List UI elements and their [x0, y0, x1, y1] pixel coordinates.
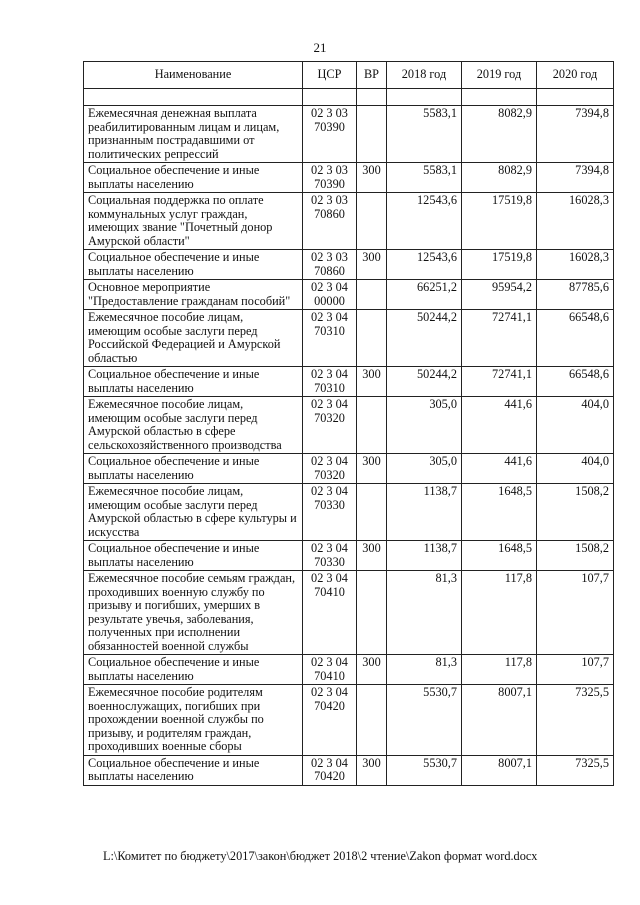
cell-name: Основное мероприятие "Предоставление гражданам пособий" — [84, 280, 303, 310]
cell-name: Ежемесячное пособие лицам, имеющим особые заслуги перед Российской Федерацией и Амурской областью — [84, 310, 303, 367]
cell-2018: 50244,2 — [387, 310, 462, 367]
cell-name: Социальное обеспечение и иные выплаты населению — [84, 163, 303, 193]
cell-2020: 7394,8 — [537, 106, 614, 163]
cell-2020: 1508,2 — [537, 541, 614, 571]
cell-2018: 66251,2 — [387, 280, 462, 310]
cell-2018: 50244,2 — [387, 367, 462, 397]
cell-2018: 12543,6 — [387, 193, 462, 250]
cell-name: Социальная поддержка по оплате коммунальных услуг граждан, имеющих звание "Почетный донор Амурской области" — [84, 193, 303, 250]
cell-vr — [357, 685, 387, 756]
table-row — [84, 571, 614, 655]
cell-vr: 300 — [357, 454, 387, 484]
cell-2019: 441,6 — [462, 397, 537, 454]
cell-name: Ежемесячное пособие лицам, имеющим особые заслуги перед Амурской областью в сфере культуры и искусства — [84, 484, 303, 541]
cell-2018: 5583,1 — [387, 106, 462, 163]
cell-2020: 66548,6 — [537, 310, 614, 367]
cell-vr: 300 — [357, 367, 387, 397]
cell-2019: 8007,1 — [462, 755, 537, 785]
cell-2018: 81,3 — [387, 655, 462, 685]
cell-csr: 02 3 04 70310 — [303, 310, 357, 367]
header-vr: ВР — [357, 62, 387, 89]
cell-vr — [357, 280, 387, 310]
cell-2020: 87785,6 — [537, 280, 614, 310]
cell-name: Ежемесячное пособие лицам, имеющим особые заслуги перед Амурской областью в сфере сельскохозяйственного производства — [84, 397, 303, 454]
cell-vr — [357, 310, 387, 367]
cell-vr: 300 — [357, 541, 387, 571]
cell-name: Социальное обеспечение и иные выплаты населению — [84, 250, 303, 280]
table-row — [84, 163, 614, 193]
cell-name: Ежемесячное пособие родителям военнослужащих, погибших при прохождении военной службы по призыву, и родителям граждан, проходивших военные сборы — [84, 685, 303, 756]
cell-2020: 107,7 — [537, 571, 614, 655]
cell-2018: 5530,7 — [387, 685, 462, 756]
table-row — [84, 541, 614, 571]
cell-2018: 1138,7 — [387, 484, 462, 541]
cell-2020: 7325,5 — [537, 755, 614, 785]
cell-2020: 7394,8 — [537, 163, 614, 193]
cell-name: Социальное обеспечение и иные выплаты населению — [84, 755, 303, 785]
cell-csr: 02 3 03 70390 — [303, 163, 357, 193]
cell-2020: 16028,3 — [537, 250, 614, 280]
cell-csr: 02 3 04 70310 — [303, 367, 357, 397]
table-row — [84, 655, 614, 685]
budget-table — [83, 61, 614, 786]
cell-2018: 1138,7 — [387, 541, 462, 571]
table-row — [84, 250, 614, 280]
cell-vr — [357, 397, 387, 454]
cell-csr: 02 3 04 00000 — [303, 280, 357, 310]
cell-2018: 12543,6 — [387, 250, 462, 280]
cell-csr: 02 3 04 70330 — [303, 541, 357, 571]
cell-name: Ежемесячное пособие семьям граждан, проходивших военную службу по призыву и погибших, умерших в результате увечья, заболевания, полученных при исполнении обязанностей военной службы — [84, 571, 303, 655]
table-row — [84, 685, 614, 756]
cell-name: Ежемесячная денежная выплата реабилитированным лицам и лицам, признанным пострадавшими от политических репрессий — [84, 106, 303, 163]
cell-csr: 02 3 04 70410 — [303, 571, 357, 655]
cell-vr: 300 — [357, 655, 387, 685]
cell-2020: 16028,3 — [537, 193, 614, 250]
cell-2018: 5583,1 — [387, 163, 462, 193]
cell-2019: 72741,1 — [462, 367, 537, 397]
cell-csr: 02 3 04 70420 — [303, 685, 357, 756]
cell-2018: 305,0 — [387, 454, 462, 484]
cell-vr — [357, 484, 387, 541]
cell-2019: 8082,9 — [462, 163, 537, 193]
cell-vr — [357, 193, 387, 250]
cell-2019: 117,8 — [462, 655, 537, 685]
spacer-row — [84, 89, 614, 106]
cell-2020: 7325,5 — [537, 685, 614, 756]
header-row — [84, 62, 614, 89]
cell-vr: 300 — [357, 250, 387, 280]
header-csr: ЦСР — [303, 62, 357, 89]
cell-2020: 66548,6 — [537, 367, 614, 397]
cell-2019: 1648,5 — [462, 484, 537, 541]
cell-2019: 8082,9 — [462, 106, 537, 163]
cell-2019: 441,6 — [462, 454, 537, 484]
table-row — [84, 310, 614, 367]
cell-name: Социальное обеспечение и иные выплаты населению — [84, 655, 303, 685]
cell-2018: 305,0 — [387, 397, 462, 454]
cell-2019: 1648,5 — [462, 541, 537, 571]
cell-2019: 17519,8 — [462, 193, 537, 250]
table-row — [84, 454, 614, 484]
cell-2020: 404,0 — [537, 397, 614, 454]
cell-2019: 17519,8 — [462, 250, 537, 280]
table-row — [84, 280, 614, 310]
header-name: Наименование — [84, 62, 303, 89]
table-row — [84, 106, 614, 163]
cell-2019: 72741,1 — [462, 310, 537, 367]
table-row — [84, 193, 614, 250]
table-row — [84, 397, 614, 454]
header-2018: 2018 год — [387, 62, 462, 89]
cell-2019: 95954,2 — [462, 280, 537, 310]
header-2020: 2020 год — [537, 62, 614, 89]
page-number: 21 — [313, 40, 327, 55]
cell-csr: 02 3 03 70860 — [303, 193, 357, 250]
cell-vr — [357, 106, 387, 163]
footer-file-path: L:\Комитет по бюджету\2017\закон\бюджет 2018\2 чтение\Zakon формат word.docx — [103, 849, 538, 863]
cell-2018: 5530,7 — [387, 755, 462, 785]
table-row — [84, 367, 614, 397]
cell-csr: 02 3 04 70320 — [303, 454, 357, 484]
cell-vr: 300 — [357, 755, 387, 785]
cell-2019: 117,8 — [462, 571, 537, 655]
cell-csr: 02 3 04 70320 — [303, 397, 357, 454]
cell-csr: 02 3 04 70330 — [303, 484, 357, 541]
cell-csr: 02 3 04 70420 — [303, 755, 357, 785]
cell-vr — [357, 571, 387, 655]
cell-2019: 8007,1 — [462, 685, 537, 756]
cell-2020: 1508,2 — [537, 484, 614, 541]
table-row — [84, 755, 614, 785]
table-row — [84, 484, 614, 541]
cell-name: Социальное обеспечение и иные выплаты населению — [84, 454, 303, 484]
cell-csr: 02 3 03 70390 — [303, 106, 357, 163]
cell-csr: 02 3 03 70860 — [303, 250, 357, 280]
cell-vr: 300 — [357, 163, 387, 193]
cell-2020: 107,7 — [537, 655, 614, 685]
cell-2018: 81,3 — [387, 571, 462, 655]
cell-name: Социальное обеспечение и иные выплаты населению — [84, 367, 303, 397]
cell-csr: 02 3 04 70410 — [303, 655, 357, 685]
cell-2020: 404,0 — [537, 454, 614, 484]
cell-name: Социальное обеспечение и иные выплаты населению — [84, 541, 303, 571]
header-2019: 2019 год — [462, 62, 537, 89]
